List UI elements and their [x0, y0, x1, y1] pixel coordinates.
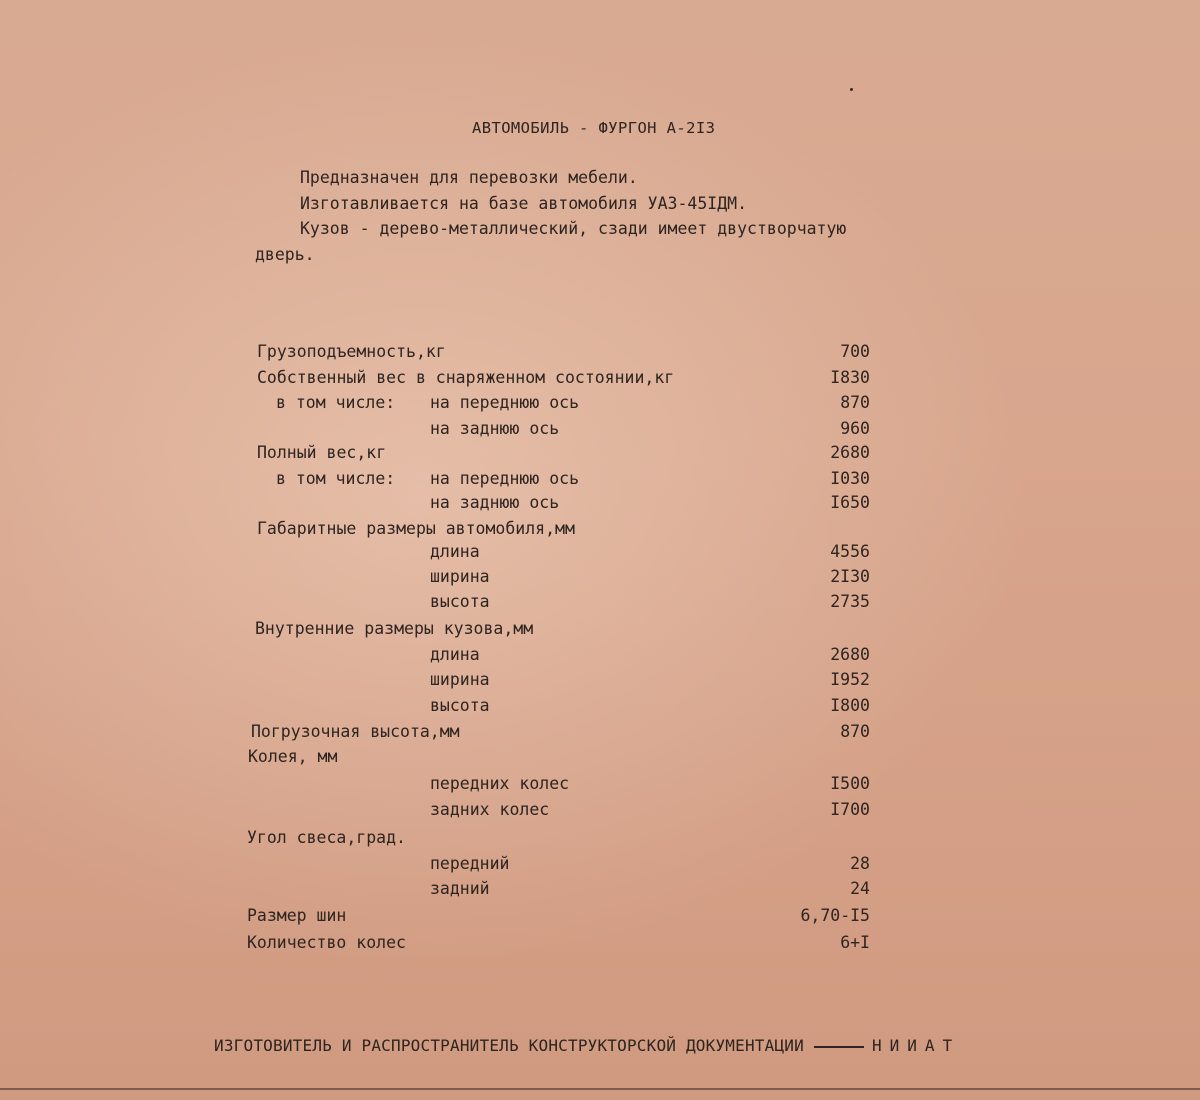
spec-label: Угол свеса,град. [247, 828, 406, 847]
spec-label: Полный вес,кг [257, 443, 387, 462]
spec-value: I952 [830, 670, 870, 689]
spec-value: I650 [830, 493, 870, 512]
spec-row [0, 368, 1200, 393]
spec-row [0, 828, 1200, 853]
spec-label: Погрузочная высота,мм [251, 722, 460, 741]
spec-row [0, 722, 1200, 747]
spec-label: Колея, мм [248, 747, 338, 766]
spec-label: Количество колес [247, 933, 406, 952]
spec-value: 6,70-I5 [800, 906, 870, 925]
intro-line: Изготавливается на базе автомобиля УАЗ-45IДМ. [300, 193, 748, 213]
spec-row [0, 393, 1200, 418]
document-title: АВТОМОБИЛЬ - ФУРГОН А-2I3 [472, 119, 716, 137]
spec-row [0, 933, 1200, 958]
spec-row [0, 519, 1200, 544]
footer-text: ИЗГОТОВИТЕЛЬ И РАСПРОСТРАНИТЕЛЬ КОНСТРУКТОРСКОЙ ДОКУМЕНТАЦИИ [214, 1036, 804, 1055]
spec-value: 2735 [830, 592, 870, 611]
spec-row [0, 419, 1200, 444]
spec-row [0, 879, 1200, 904]
spec-row [0, 493, 1200, 518]
spec-row [0, 747, 1200, 772]
spec-row [0, 696, 1200, 721]
spec-sublabel: длина [430, 542, 480, 561]
spec-sublabel: на заднюю ось [430, 419, 560, 438]
spec-label: Размер шин [247, 906, 347, 925]
spec-row [0, 469, 1200, 494]
spec-sublabel: длина [430, 645, 480, 664]
spec-row [0, 592, 1200, 617]
spec-label: Собственный вес в снаряженном состоянии,кг [257, 368, 675, 387]
footer [214, 1036, 960, 1055]
paper-speck [850, 88, 853, 91]
spec-row [0, 854, 1200, 879]
spec-row [0, 670, 1200, 695]
spec-label: в том числе: [276, 469, 396, 488]
spec-value: 960 [840, 419, 870, 438]
spec-sublabel: высота [430, 592, 490, 611]
spec-value: 4556 [830, 542, 870, 561]
footer-dash [814, 1046, 864, 1048]
intro-line: Кузов - дерево-металлический, сзади имеет двустворчатую дверь. [255, 219, 847, 264]
spec-sublabel: на переднюю ось [430, 469, 580, 488]
intro-line: Предназначен для перевозки мебели. [300, 168, 638, 187]
spec-row [0, 567, 1200, 592]
spec-sublabel: задних колес [430, 800, 550, 819]
spec-row [0, 645, 1200, 670]
spec-sublabel: ширина [430, 567, 490, 586]
spec-row [0, 774, 1200, 799]
spec-sublabel: на заднюю ось [430, 493, 560, 512]
spec-label: в том числе: [276, 393, 396, 412]
footer-organization: НИИАТ [871, 1036, 961, 1055]
spec-value: I700 [830, 800, 870, 819]
spec-sublabel: ширина [430, 670, 490, 689]
spec-value: 2I30 [830, 567, 870, 586]
spec-sublabel: передних колес [430, 774, 570, 793]
spec-value: I030 [830, 469, 870, 488]
spec-value: 870 [840, 393, 870, 412]
spec-label: Грузоподъемность,кг [257, 342, 446, 361]
spec-row [0, 542, 1200, 567]
spec-sublabel: задний [430, 879, 490, 898]
page-edge-line [0, 1088, 1200, 1090]
spec-value: 28 [850, 854, 870, 873]
spec-value: 24 [850, 879, 870, 898]
spec-row [0, 619, 1200, 644]
spec-value: 6+I [840, 933, 870, 952]
spec-sublabel: высота [430, 696, 490, 715]
spec-row [0, 906, 1200, 931]
spec-row [0, 800, 1200, 825]
spec-value: 870 [840, 722, 870, 741]
spec-sublabel: на переднюю ось [430, 393, 580, 412]
spec-value: 2680 [830, 645, 870, 664]
spec-value: 700 [840, 342, 870, 361]
spec-value: 2680 [830, 443, 870, 462]
spec-label: Габаритные размеры автомобиля,мм [257, 519, 575, 538]
spec-value: I500 [830, 774, 870, 793]
spec-value: I800 [830, 696, 870, 715]
spec-row [0, 342, 1200, 367]
spec-sublabel: передний [430, 854, 510, 873]
spec-row [0, 443, 1200, 468]
spec-label: Внутренние размеры кузова,мм [255, 619, 534, 638]
intro-text [255, 165, 875, 267]
spec-value: I830 [830, 368, 870, 387]
